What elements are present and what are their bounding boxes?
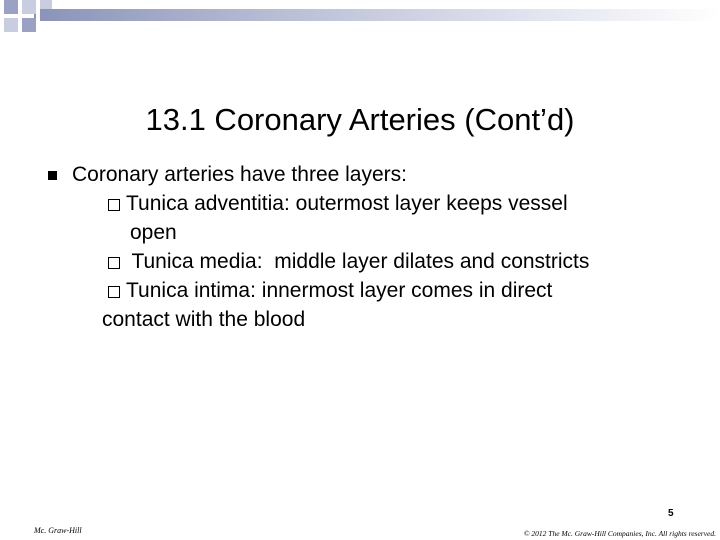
decorative-square — [22, 0, 36, 14]
slide-title: 13.1 Coronary Arteries (Cont’d) — [145, 102, 575, 137]
main-bullet-item — [48, 160, 688, 189]
sub-bullet-item — [78, 189, 718, 218]
sub-bullet-continuation — [72, 305, 712, 334]
slide-content — [48, 160, 688, 334]
header-gradient-bar — [34, 9, 720, 21]
sub-bullet-text: open — [130, 221, 177, 244]
copyright-notice: © 2012 The Mc. Graw-Hill Companies, Inc. All rights reserved. — [523, 529, 716, 538]
sub-bullet-item — [78, 276, 718, 305]
decorative-square — [22, 18, 36, 32]
sub-bullet-item — [78, 247, 718, 276]
decorative-gap — [36, 9, 40, 21]
decorative-square — [40, 0, 52, 9]
sub-bullet-text: Tunica media: middle layer dilates and constricts — [126, 250, 590, 273]
main-bullet-text: Coronary arteries have three layers: — [72, 163, 407, 186]
hollow-box-bullet-icon — [108, 286, 120, 298]
page-number: 5 — [668, 508, 674, 519]
hollow-box-bullet-icon — [108, 199, 120, 211]
decorative-square — [4, 18, 18, 32]
sub-bullet-text: Tunica intima: innermost layer comes in direct — [126, 279, 553, 302]
hollow-box-bullet-icon — [108, 257, 120, 269]
square-bullet-icon — [48, 171, 57, 180]
sub-bullet-text: contact with the blood — [102, 308, 306, 331]
sub-bullet-text: Tunica adventitia: outermost layer keeps vessel — [126, 192, 568, 215]
publisher-logo-text: Mc. Graw-Hill — [34, 526, 82, 535]
decorative-square — [4, 0, 18, 14]
sub-bullet-continuation — [100, 218, 720, 247]
